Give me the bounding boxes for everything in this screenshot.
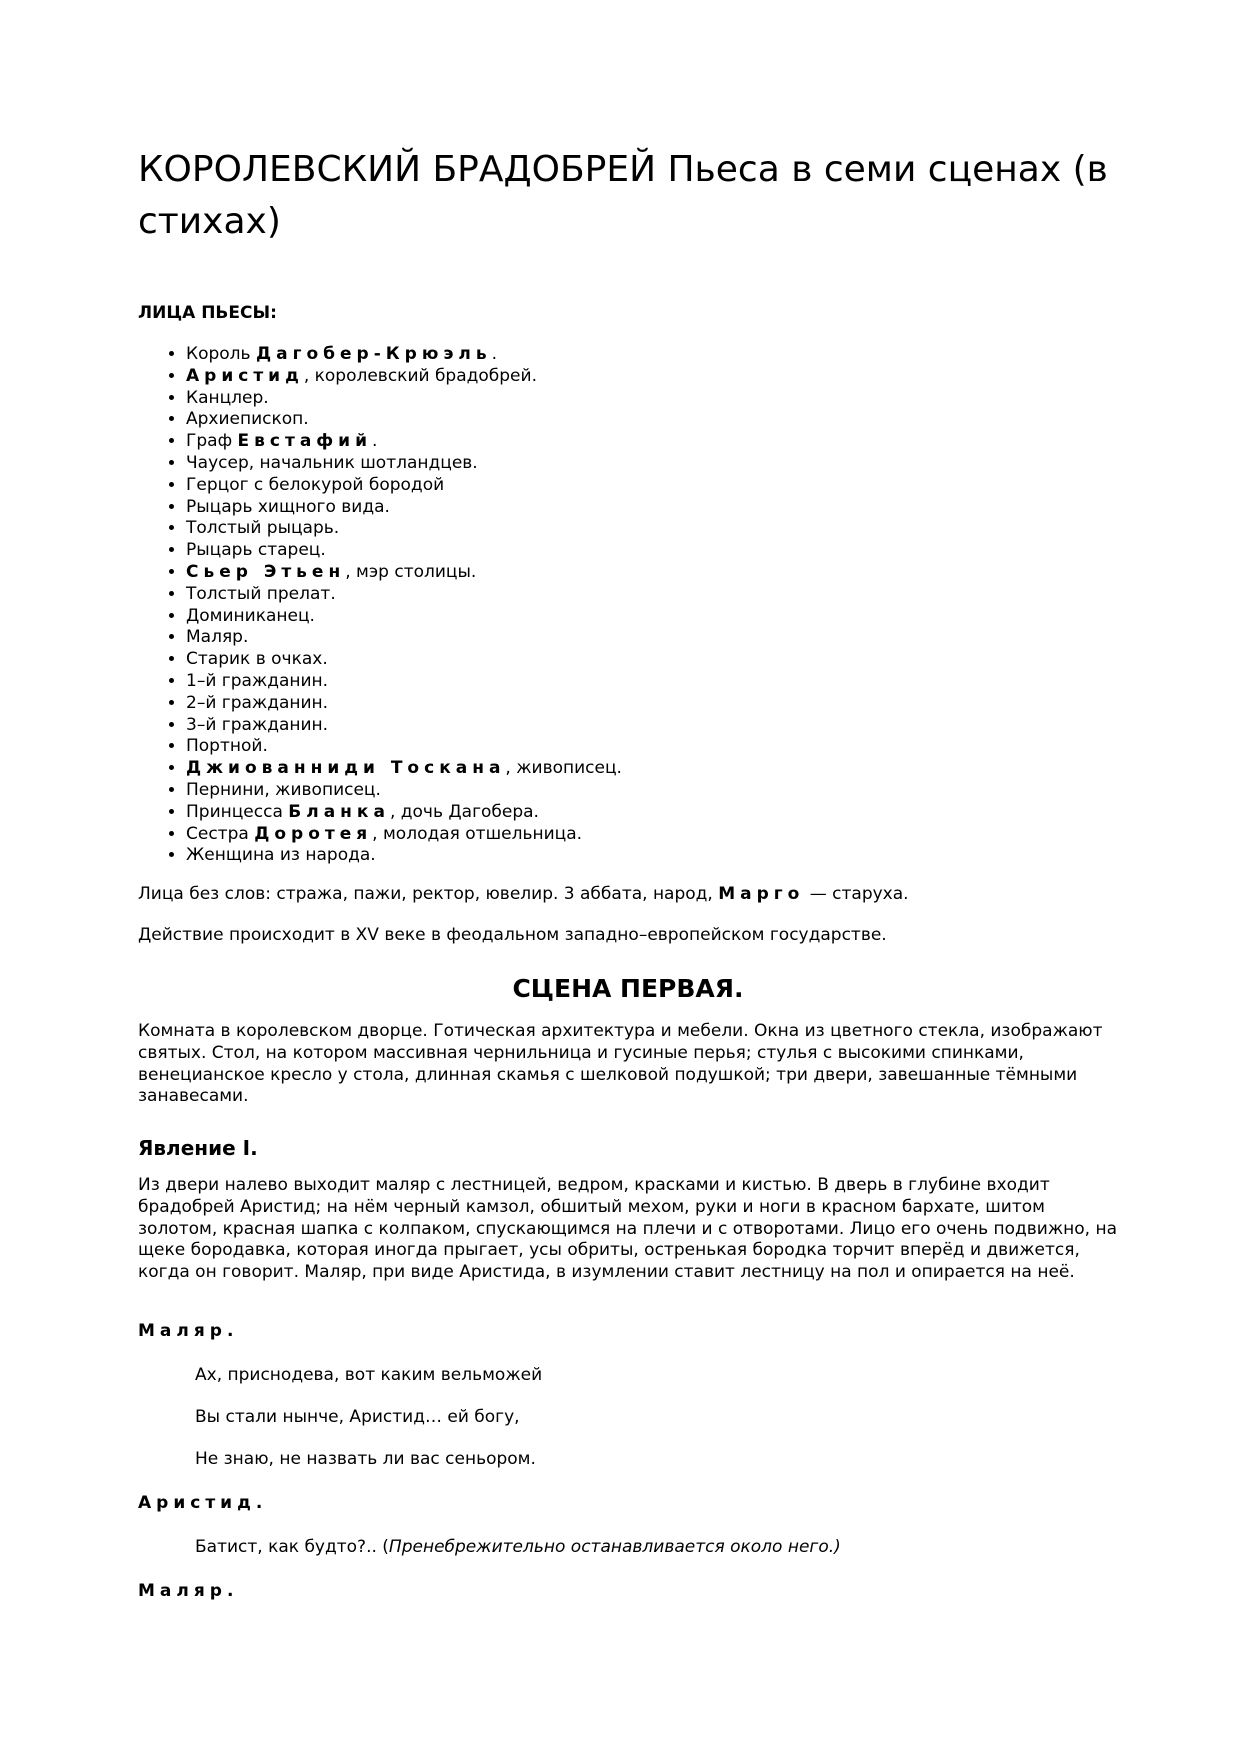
appearance-title: Явление I. — [138, 1136, 258, 1160]
list-item: • Король Дагобер-Крюэль. — [186, 344, 622, 366]
list-item: • Аристид, королевский брадобрей. — [186, 366, 622, 388]
list-item: • Принцесса Бланка, дочь Дагобера. — [186, 802, 622, 824]
list-item: • Портной. — [186, 736, 622, 758]
verse-line: Ах, приснодева, вот каким вельможей — [195, 1365, 543, 1385]
list-item: • Канцлер. — [186, 388, 622, 410]
verse-line: Батист, как будто?.. (Пренебрежительно останавливается около него.) — [195, 1537, 841, 1557]
stage-direction: Пренебрежительно останавливается около него.) — [388, 1537, 841, 1557]
verse-line: Вы стали нынче, Аристид… ей богу, — [195, 1407, 520, 1427]
scene-title: СЦЕНА ПЕРВАЯ. — [512, 974, 744, 1003]
list-item: • Джиованниди Тоскана, живописец. — [186, 758, 622, 780]
setting-paragraph: Действие происходит в XV веке в феодальном западно–европейском государстве. — [138, 925, 887, 945]
list-item: • Граф Евстафий. — [186, 431, 622, 453]
appearance-description: Из двери налево выходит маляр с лестницей, ведром, красками и кистью. В дверь в глубине входит брадобрей Аристид; на нём черный камзол, обшитый мехом, руки и ноги в красном бархате, шитом золотом, красная шапка с колпаком, спускающимся на плечи и с отворотами. Лицо его очень подвижно, на щеке бородавка, которая иногда прыгает, усы обриты, остренькая бородка торчит вперёд и движется, когда он говорит. Маляр, при виде Аристида, в изумлении ставит лестницу на пол и опирается на неё. — [138, 1175, 1117, 1283]
list-item: • Герцог с белокурой бородой — [186, 475, 622, 497]
list-item: • Пернини, живописец. — [186, 780, 622, 802]
list-item: • 2–й гражданин. — [186, 693, 622, 715]
page-title: КОРОЛЕВСКИЙ БРАДОБРЕЙ Пьеса в семи сценах (в стихах) — [138, 149, 1108, 242]
cast-list — [164, 344, 622, 867]
list-item: • Сестра Доротея, молодая отшельница. — [186, 824, 622, 846]
silent-characters: Лица без слов: стража, пажи, ректор, ювелир. 3 аббата, народ, Марго — старуха. — [138, 884, 909, 904]
list-item: • Рыцарь хищного вида. — [186, 497, 622, 519]
speaker-label: Маляр. — [138, 1581, 239, 1601]
list-item: • Женщина из народа. — [186, 845, 622, 867]
list-item: • Рыцарь старец. — [186, 540, 622, 562]
list-item: • Сьер Этьен, мэр столицы. — [186, 562, 622, 584]
list-item: • Толстый прелат. — [186, 584, 622, 606]
list-item: • Архиепископ. — [186, 409, 622, 431]
list-item: • Толстый рыцарь. — [186, 518, 622, 540]
list-item: • Старик в очках. — [186, 649, 622, 671]
speaker-label: Аристид. — [138, 1493, 268, 1513]
scene-description: Комната в королевском дворце. Готическая архитектура и мебели. Окна из цветного стекла, изображают святых. Стол, на котором массивная чернильница и гусиные перья; стулья с высокими спинками, венецианское кресло у стола, длинная скамья с шелковой подушкой; три двери, завешанные тёмными занавесами. — [138, 1021, 1103, 1107]
list-item: • Чаусер, начальник шотландцев. — [186, 453, 622, 475]
list-item: • Маляр. — [186, 627, 622, 649]
list-item: • 1–й гражданин. — [186, 671, 622, 693]
list-item: • Доминиканец. — [186, 606, 622, 628]
cast-header: ЛИЦА ПЬЕСЫ: — [138, 303, 277, 323]
speaker-label: Маляр. — [138, 1321, 239, 1341]
verse-line: Не знаю, не назвать ли вас сеньором. — [195, 1449, 536, 1469]
list-item: • 3–й гражданин. — [186, 715, 622, 737]
